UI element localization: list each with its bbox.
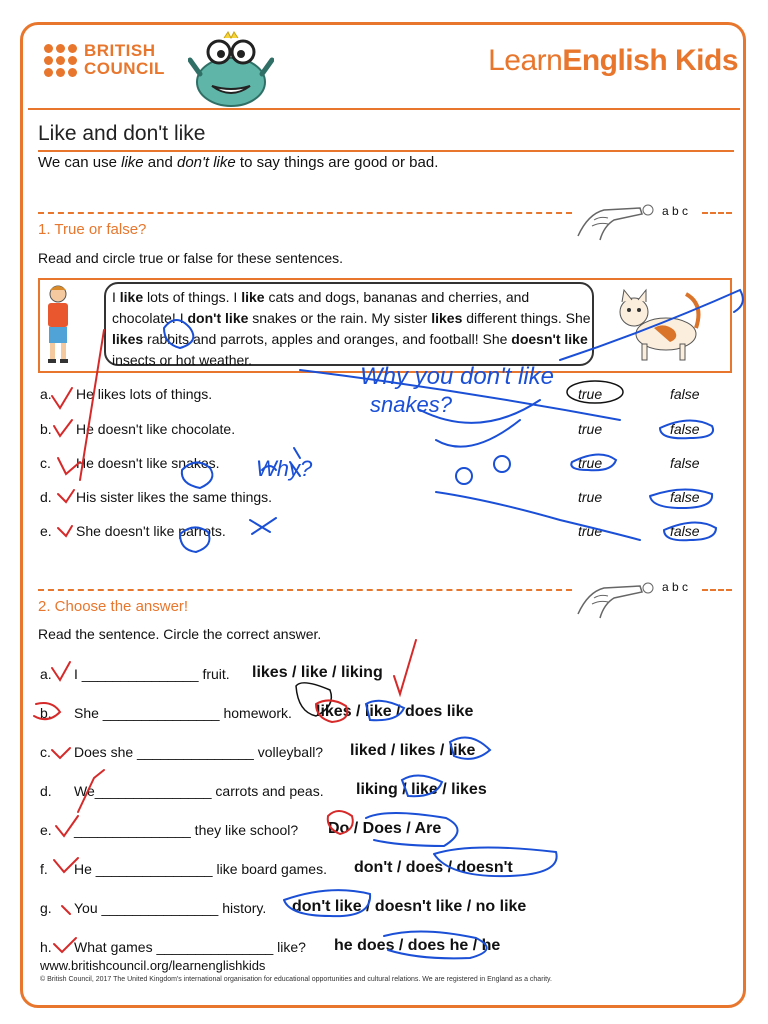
circle-f-doesnt xyxy=(434,847,557,876)
tf-statement: He likes lots of things. xyxy=(76,386,213,402)
footer-copyright: © British Council, 2017 The United Kingdom's international organisation for educational opportunities and cultural relations. We are registered in England as a charity. xyxy=(40,976,552,983)
section2-heading: 2. Choose the answer! xyxy=(38,598,189,615)
circle-d-false xyxy=(650,489,712,508)
true-option[interactable]: true xyxy=(578,421,603,437)
true-option[interactable]: true xyxy=(578,489,603,505)
circle-b-false xyxy=(660,420,713,438)
story-segment: insects or hot weather. xyxy=(112,352,253,368)
tf-letter: b. xyxy=(40,421,52,437)
circle-c-true xyxy=(571,454,616,470)
story-segment: different things. She xyxy=(462,310,591,326)
bc-line-1: BRITISH xyxy=(84,41,156,60)
ca-sentence: I _______________ fruit. xyxy=(74,666,230,682)
true-option[interactable]: true xyxy=(578,455,603,471)
ca-sentence: He _______________ like board games. xyxy=(74,861,327,877)
false-option[interactable]: false xyxy=(670,455,700,471)
tf-letter: d. xyxy=(40,489,52,505)
tf-letter: c. xyxy=(40,455,51,471)
tf-letter: a. xyxy=(40,386,52,402)
circle-g-dont-like xyxy=(284,890,370,916)
circle-h-does-he xyxy=(384,931,487,958)
false-option[interactable]: false xyxy=(670,421,700,437)
story-segment: likes xyxy=(112,331,144,347)
tf-statement: He doesn't like chocolate. xyxy=(76,421,236,437)
ca-sentence: We_______________ carrots and peas. xyxy=(74,783,324,799)
circle-a-true xyxy=(567,381,623,403)
story-segment: cats and dogs, bananas and cherries, and chocolate! I xyxy=(112,289,530,326)
ca-letter: e. xyxy=(40,822,52,838)
abc-label-1: a b c xyxy=(662,204,689,218)
ca-options[interactable]: don't like / doesn't like / no like xyxy=(292,898,527,915)
ca-options[interactable]: Do / Does / Are xyxy=(328,820,442,837)
tf-statement: She doesn't like parrots. xyxy=(76,523,226,539)
circle-d-like xyxy=(402,775,442,796)
tf-statement: His sister likes the same things. xyxy=(76,489,273,505)
handwriting-note-1: Why you don't like xyxy=(360,363,555,390)
ca-options[interactable]: liked / likes / like xyxy=(350,742,476,759)
ca-options[interactable]: likes / like / does like xyxy=(316,703,474,720)
ca-letter: h. xyxy=(40,939,52,955)
story-segment: don't like xyxy=(187,310,249,326)
ca-sentence: What games _______________ like? xyxy=(74,939,306,955)
footer-url[interactable]: www.britishcouncil.org/learnenglishkids xyxy=(40,958,266,973)
false-option[interactable]: false xyxy=(670,386,700,402)
bc-line-2: COUNCIL xyxy=(84,59,165,78)
circle-a-like xyxy=(296,683,331,716)
circle-c-like xyxy=(450,738,490,759)
story-segment: lots of things. I xyxy=(143,289,242,305)
brand-english-kids: English Kids xyxy=(562,44,738,77)
section1-instruction: Read and circle true or false for these sentences. xyxy=(38,250,344,266)
ca-sentence: Does she _______________ volleyball? xyxy=(74,744,324,760)
handwriting-note-3: Why? xyxy=(256,456,313,481)
ca-letter: d. xyxy=(40,783,52,799)
abc-label-2: a b c xyxy=(662,580,689,594)
false-option[interactable]: false xyxy=(670,489,700,505)
ca-options[interactable]: don't / does / doesn't xyxy=(354,859,513,876)
ca-sentence: _______________ they like school? xyxy=(74,822,299,838)
ca-options[interactable]: likes / like / liking xyxy=(252,664,383,681)
story-segment: doesn't like xyxy=(511,331,588,347)
tf-letter: e. xyxy=(40,523,52,539)
circle-b-like xyxy=(366,701,404,720)
ca-letter: g. xyxy=(40,900,52,916)
ca-letter: c. xyxy=(40,744,51,760)
story-segment: likes xyxy=(431,310,463,326)
tf-statement: He doesn't like snakes. xyxy=(76,455,220,471)
ca-options[interactable]: he does / does he / he xyxy=(334,937,501,954)
ca-letter: a. xyxy=(40,666,52,682)
section1-heading: 1. True or false? xyxy=(38,221,147,238)
ca-letter: f. xyxy=(40,861,48,877)
story-segment: like xyxy=(241,289,265,305)
page-title: Like and don't like xyxy=(38,122,206,145)
ca-letter: b. xyxy=(40,705,52,721)
brand-learn: Learn xyxy=(488,44,563,77)
circle-e-false xyxy=(664,522,716,540)
true-option[interactable]: true xyxy=(578,386,603,402)
handwriting-note-2: snakes? xyxy=(370,392,452,417)
intro-text: We can use like and don't like to say things are good or bad. xyxy=(38,154,439,171)
ca-sentence: She _______________ homework. xyxy=(74,705,292,721)
ca-sentence: You _______________ history. xyxy=(74,900,267,916)
story-segment: I xyxy=(112,289,120,305)
false-option[interactable]: false xyxy=(670,523,700,539)
true-option[interactable]: true xyxy=(578,523,603,539)
story-segment: snakes or the rain. My sister xyxy=(248,310,432,326)
ca-options[interactable]: liking / like / likes xyxy=(356,781,487,798)
story-segment: rabbits and parrots, apples and oranges, and football! She xyxy=(143,331,512,347)
section2-instruction: Read the sentence. Circle the correct answer. xyxy=(38,626,322,642)
story-segment: like xyxy=(119,289,144,305)
